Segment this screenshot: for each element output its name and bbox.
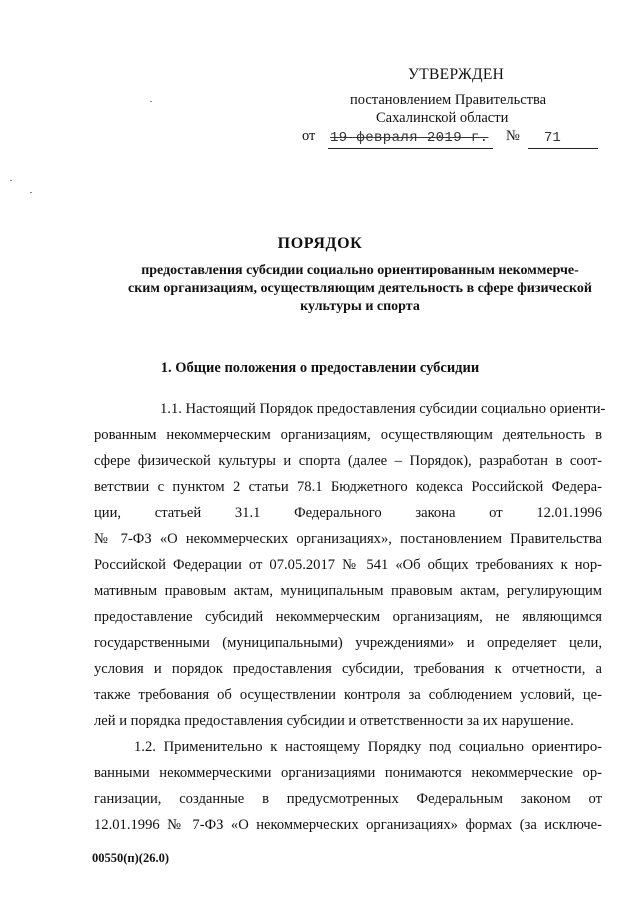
paragraph-line: 12.01.1996 № 7-ФЗ «О некоммерческих организациях» формах (за исключе- [94, 817, 602, 833]
subtitle-line: предоставления субсидии социально ориентированным некоммерче- [141, 263, 579, 278]
paragraph-1-2 [94, 734, 602, 838]
paragraph-line: 1.2. Применительно к настоящему Порядку под социально ориентиро- [134, 739, 602, 755]
paragraph-line: мативным правовым актам, муниципальным правовым актам, регулирующим [94, 583, 602, 599]
paragraph-line: Российской Федерации от 07.05.2017 № 541 «Об общих требованиях к нор- [94, 557, 602, 573]
paragraph-line: предоставление субсидий некоммерческим организациям, не являющимся [94, 609, 602, 625]
paragraph-line: государственными (муниципальными) учреждениями» и определяет цели, [94, 635, 602, 651]
subtitle-line: ским организациям, осуществляющим деятельность в сфере физической [128, 281, 592, 296]
paragraph-line: ции, статьей 31.1 Федерального закона от 12.01.1996 [94, 505, 602, 521]
paragraph-line: сфере физической культуры и спорта (далее – Порядок), разработан в соот- [94, 453, 602, 469]
section-heading: 1. Общие положения о предоставлении субсидии [160, 360, 480, 376]
paragraph-line: также требования об осуществлении контроля за соблюдением условий, це- [94, 687, 602, 703]
approval-region-line: Сахалинской области [376, 110, 509, 126]
date-value: 19 февраля 2019 г. [330, 130, 489, 146]
number-value: 71 [544, 130, 561, 146]
approval-authority-line: постановлением Правительства [350, 92, 547, 108]
approval-title: УТВЕРЖДЕН [408, 66, 505, 83]
paragraph-line: лей и порядка предоставления субсидии и ответственности за их нарушение. [94, 713, 574, 729]
number-field [528, 132, 598, 149]
approval-date-number-row [302, 128, 602, 150]
scan-speck [10, 180, 12, 181]
number-prefix: № [506, 128, 520, 144]
paragraph-1-1 [94, 396, 606, 734]
document-subtitle [95, 262, 625, 316]
date-field [328, 132, 493, 149]
footer-document-code: 00550(п)(26.0) [92, 851, 169, 865]
paragraph-line: ганизации, созданные в предусмотренных Федеральным законом от [94, 791, 602, 807]
paragraph-line: условия и порядок предоставления субсидии, требования к отчетности, а [94, 661, 602, 677]
paragraph-line: 1.1. Настоящий Порядок предоставления субсидии социально ориенти- [160, 401, 606, 417]
scan-speck [150, 101, 152, 102]
paragraph-line: ветствии с пунктом 2 статьи 78.1 Бюджетного кодекса Российской Федера- [94, 479, 602, 495]
paragraph-line: рованным некоммерческим организациям, осуществляющим деятельность в [94, 427, 602, 443]
subtitle-line: культуры и спорта [300, 299, 420, 314]
scan-speck [30, 192, 32, 193]
paragraph-line: № 7-ФЗ «О некоммерческих организациях», постановлением Правительства [94, 531, 602, 547]
date-prefix: от [302, 128, 316, 144]
document-title: ПОРЯДОК [277, 235, 363, 252]
paragraph-line: ванными некоммерческими организациями понимаются некоммерческие ор- [94, 765, 602, 781]
